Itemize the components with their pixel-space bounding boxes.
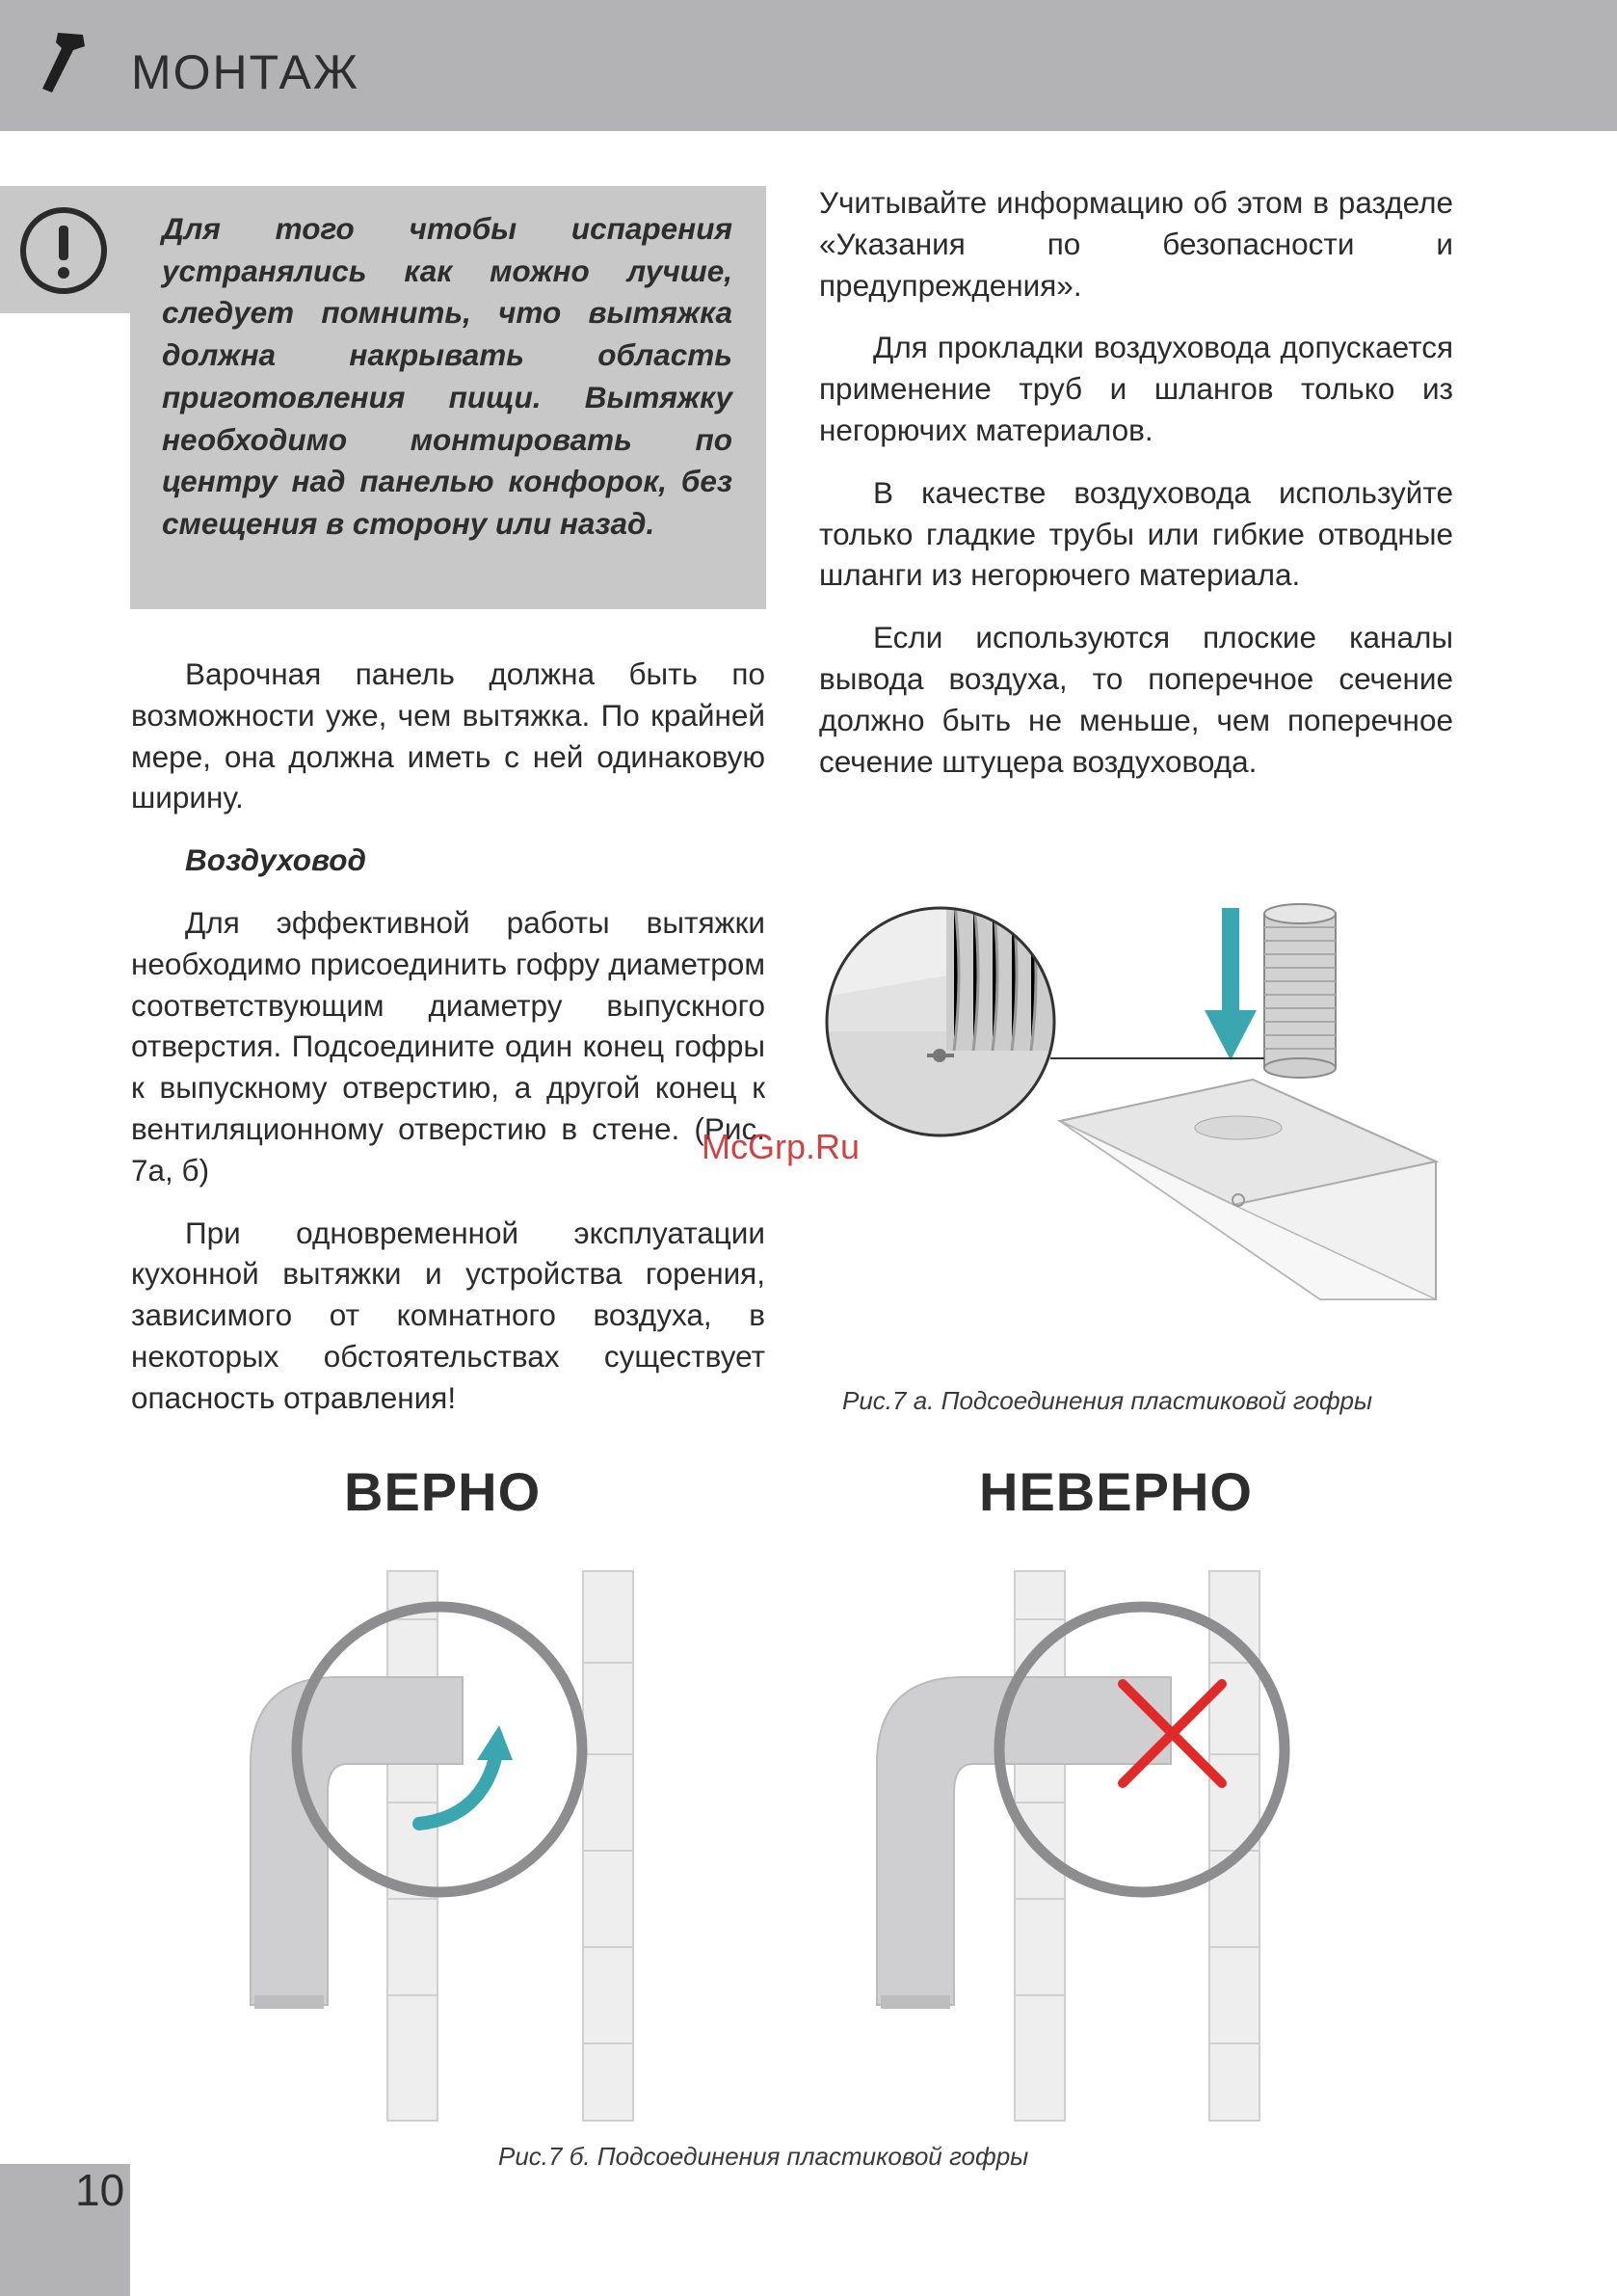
paragraph-safety-reference: Учитывайте информацию об этом в разделе «Указания по безопасности и предупреждения». xyxy=(819,185,1453,303)
figure-7b-incorrect xyxy=(867,1571,1349,2121)
exclamation-circle-icon xyxy=(17,204,110,297)
wall-right xyxy=(583,1571,633,2121)
magnified-detail xyxy=(819,896,1070,1147)
page-title: МОНТАЖ xyxy=(131,45,360,99)
paragraph-smooth-pipes: В качестве воздуховода используйте только гладкие трубы или гибкие отводные шланги из негорючего материала. xyxy=(819,474,1453,593)
right-column xyxy=(819,182,1453,782)
paragraph-flat-channels: Если используются плоские каналы вывода воздуха, то поперечное сечение должно быть не меньше, чем поперечное сечение штуцера воздуховода. xyxy=(819,620,1453,779)
hood-body xyxy=(1060,1080,1436,1299)
warning-text: Для того чтобы испарения устранялись как можно лучше, следует помнить, что вытяжка должна накрывать область приготовления пищи. Вытяжку необходимо монтировать по центру над панелью конфорок, без смещения в сторону или назад. xyxy=(162,211,732,541)
figure-7a-illustration xyxy=(819,896,1494,1378)
down-arrow-icon xyxy=(1205,908,1257,1060)
figure-7a-caption: Рис.7 а. Подсоединения пластиковой гофры xyxy=(842,1386,1373,1415)
section-heading-duct: Воздуховод xyxy=(185,842,366,878)
paragraph-hob-width: Варочная панель должна быть по возможности уже, чем вытяжка. По крайней мере, она должна иметь с ней одинаковую ширину. xyxy=(131,656,765,815)
wall-left xyxy=(387,1571,437,2121)
page-header xyxy=(0,0,1617,131)
corrugated-pipe xyxy=(1264,904,1336,1078)
incorrect-label: НЕВЕРНО xyxy=(979,1461,1253,1522)
paragraph-non-flammable: Для прокладки воздуховода допускается применение труб и шлангов только из негорючих материалов. xyxy=(819,330,1453,447)
paragraph-poisoning-warning: При одновременной эксплуатации кухонной вытяжки и устройства горения, зависимого от комнатного воздуха, в некоторых обстоятельствах существует опасность отравления! xyxy=(131,1215,765,1415)
figure-7b-correct xyxy=(241,1571,665,2121)
screwdriver-icon xyxy=(39,29,96,98)
left-column xyxy=(131,654,765,1419)
page-number: 10 xyxy=(75,2165,125,2215)
watermark: McGrp.Ru xyxy=(702,1127,861,1166)
paragraph-duct-connection: Для эффективной работы вытяжки необходимо присоединить гофру диаметром соответствующим диаметру выпускного отверстия. Подсоедините один конец гофры к выпускному отверстию, а другой конец к вентиляционному отверстию в стене. (Рис. 7а, б) xyxy=(131,904,765,1188)
figure-7b-caption: Рис.7 б. Подсоединения пластиковой гофры xyxy=(498,2142,1029,2171)
correct-label: ВЕРНО xyxy=(344,1461,542,1522)
